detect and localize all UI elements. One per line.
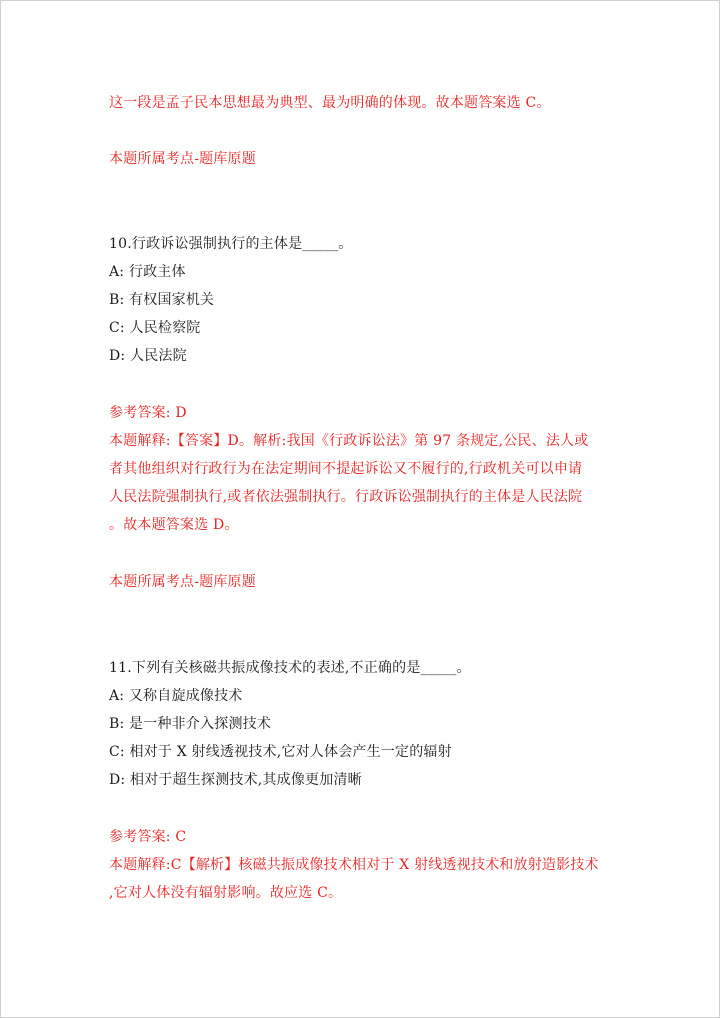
q10-option-c: C: 人民检察院 (109, 320, 201, 336)
q10-explanation-line-3: 人民法院强制执行,或者依法强制执行。行政诉讼强制执行的主体是人民法院 (109, 489, 583, 505)
prev-explanation-tail: 这一段是孟子民本思想最为典型、最为明确的体现。故本题答案选 C。 (109, 95, 551, 111)
q11-option-a: A: 又称自旋成像技术 (109, 688, 243, 704)
q11-option-c: C: 相对于 X 射线透视技术,它对人体会产生一定的辐射 (109, 744, 452, 760)
q10-option-b: B: 有权国家机关 (109, 292, 215, 308)
q10-explanation-line-4: 。故本题答案选 D。 (109, 517, 239, 533)
q10-source: 本题所属考点-题库原题 (109, 574, 256, 590)
q11-answer: 参考答案: C (109, 829, 187, 845)
prev-source: 本题所属考点-题库原题 (109, 151, 256, 167)
q11-explanation-line-2: ,它对人体没有辐射影响。故应选 C。 (109, 885, 343, 901)
q11-option-d: D: 相对于超生探测技术,其成像更加清晰 (109, 772, 362, 788)
q11-stem: 11.下列有关核磁共振成像技术的表述,不正确的是_____。 (109, 660, 471, 676)
q10-option-d: D: 人民法院 (109, 348, 187, 364)
q10-option-a: A: 行政主体 (109, 264, 186, 280)
q10-answer: 参考答案: D (109, 405, 187, 421)
q10-explanation-line-1: 本题解释:【答案】D。解析:我国《行政诉讼法》第 97 条规定,公民、法人或 (109, 433, 589, 449)
q11-option-b: B: 是一种非介入探测技术 (109, 716, 272, 732)
q11-explanation-line-1: 本题解释:C【解析】核磁共振成像技术相对于 X 射线透视技术和放射造影技术 (109, 857, 599, 873)
q10-explanation-line-2: 者其他组织对行政行为在法定期间不提起诉讼又不履行的,行政机关可以申请 (109, 461, 583, 477)
q10-stem: 10.行政诉讼强制执行的主体是_____。 (109, 236, 353, 252)
